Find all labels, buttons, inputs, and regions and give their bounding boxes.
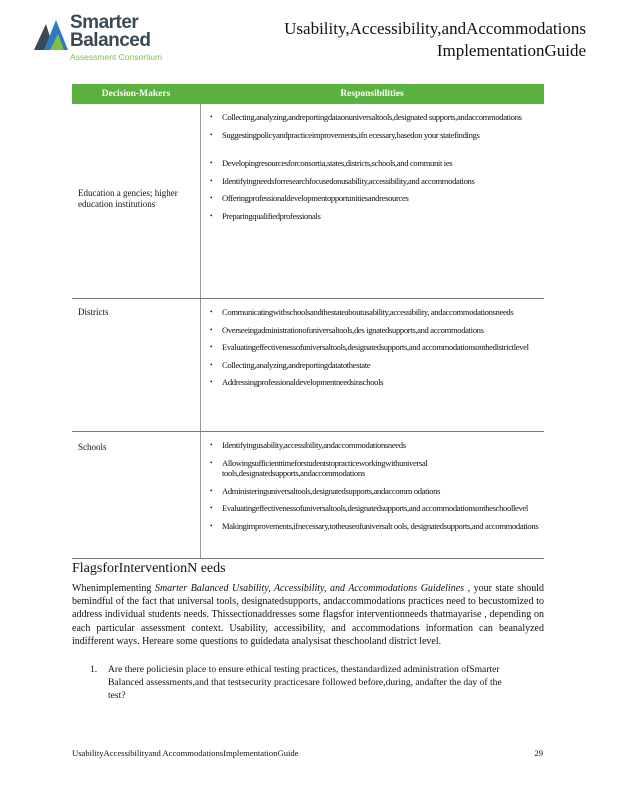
table-row [72, 104, 544, 299]
page-number: 29 [534, 748, 543, 758]
column-header-responsibilities: Responsibilities [340, 89, 404, 99]
document-title-line2: ImplementationGuide [436, 41, 586, 60]
table-header-row [72, 84, 544, 104]
list-item: • Collecting,analyzing,andreportingdataonuniversaltools,designated supports,andaccommodations [209, 112, 544, 123]
list-item: • Administeringuniversaltools,designatedsupports,andaccomm odations [209, 486, 544, 497]
guidelines-title-italic: Smarter Balanced Usability, Accessibility, and Accommodations Guidelines [154, 583, 465, 594]
responsibilities-cell [201, 104, 544, 298]
question-number: 1. [90, 664, 98, 675]
responsibilities-cell [201, 299, 544, 431]
list-item: • Suggestingpolicyandpracticeimprovements,ifn ecessary,basedon your statefindings [209, 130, 544, 141]
body-paragraph [72, 582, 544, 648]
logo-subtitle: Assessment Consortium [70, 52, 163, 62]
decision-maker-cell [72, 299, 201, 431]
decision-maker-cell [72, 104, 201, 298]
column-header-decision-makers: Decision-Makers [101, 89, 171, 99]
list-item: • Collecting,analyzing,andreportingdatatothestate [209, 360, 544, 371]
list-item: • Evaluatingeffectivenessofuniversaltools,designatedsupports,and accommodationsontheschoollevel [209, 503, 544, 514]
logo-triangles-icon [34, 16, 68, 50]
responsibilities-table [72, 84, 544, 559]
decision-maker-cell [72, 432, 201, 558]
decision-maker-label: Districts [78, 307, 109, 317]
paragraph-rest: , your state should bemindful of the fact that universal tools, designatedsupports, andaccommodations practices need to becustomized to address individual students needs. Thissectionaddresses some flagsfor interventionneeds thatmayarise , depending on each particular assessment context. Usability, accessibility, and accommodations information can beanalyzed indifferent ways. Hereare some questions to guidedata analysisat theschooland district level. [72, 583, 544, 647]
decision-maker-label: Schools [78, 442, 107, 452]
question-list-item [90, 664, 520, 702]
list-item: • Identifyingneedsforresearchfocusedonusability,accessibility,and accommodations [209, 176, 544, 187]
list-item: • Evaluatingeffectivenessofuniversaltools,designatedsupports,and accommodationsonthedistrictlevel [209, 342, 544, 353]
list-item: • Offeringprofessionaldevelopmentopportunitiesandresources [209, 193, 544, 204]
footer-doc-title: UsabilityAccessibilityand AccommodationsImplementationGuide [72, 748, 299, 758]
document-title [284, 18, 586, 62]
section-heading: FlagsforInterventionN eeds [72, 561, 226, 576]
logo-word-smarter: Smarter [70, 12, 139, 33]
table-row [72, 432, 544, 559]
decision-maker-label: Education a gencies; higher education institutions [78, 188, 178, 209]
list-item: • Communicatingwithschoolsandthestateaboutusability,accessibility, andaccommodationsneeds [209, 307, 544, 318]
document-title-line1: Usability,Accessibility,andAccommodations [284, 19, 586, 38]
logo-word-balanced: Balanced [70, 30, 151, 51]
list-item: • Addressingprofessionaldevelopmentneedsinschools [209, 377, 544, 388]
list-item: • Allowingsufficienttimeforstudentstopracticeworkingwithuniversal tools,designatedsupports,andaccommodations [209, 458, 544, 479]
table-row [72, 299, 544, 432]
list-item: • Preparingqualifiedprofessionals [209, 211, 544, 222]
paragraph-start: Whenimplementing [72, 583, 155, 594]
list-item: • Makingimprovements,ifnecessary,totheuseofuniversalt ools, designatedsupports,and accommodations [209, 521, 544, 532]
responsibilities-cell [201, 432, 544, 558]
question-text: Are there policiesin place to ensure ethical testing practices, thestandardized administration ofSmarter Balanced assessments,and that testsecurity practicesare followed before,during, andafter the day of the test? [108, 664, 502, 701]
list-item: • Developingresourcesforconsortia,states,districts,schools,and communit ies [209, 158, 544, 169]
smarter-balanced-logo [34, 14, 184, 66]
list-item: • Overseeingadministrationofuniversaltools,des ignatedsupports,and accommodations [209, 325, 544, 336]
list-item: • Identifyingusability,accessibility,andaccommodationsneeds [209, 440, 544, 451]
